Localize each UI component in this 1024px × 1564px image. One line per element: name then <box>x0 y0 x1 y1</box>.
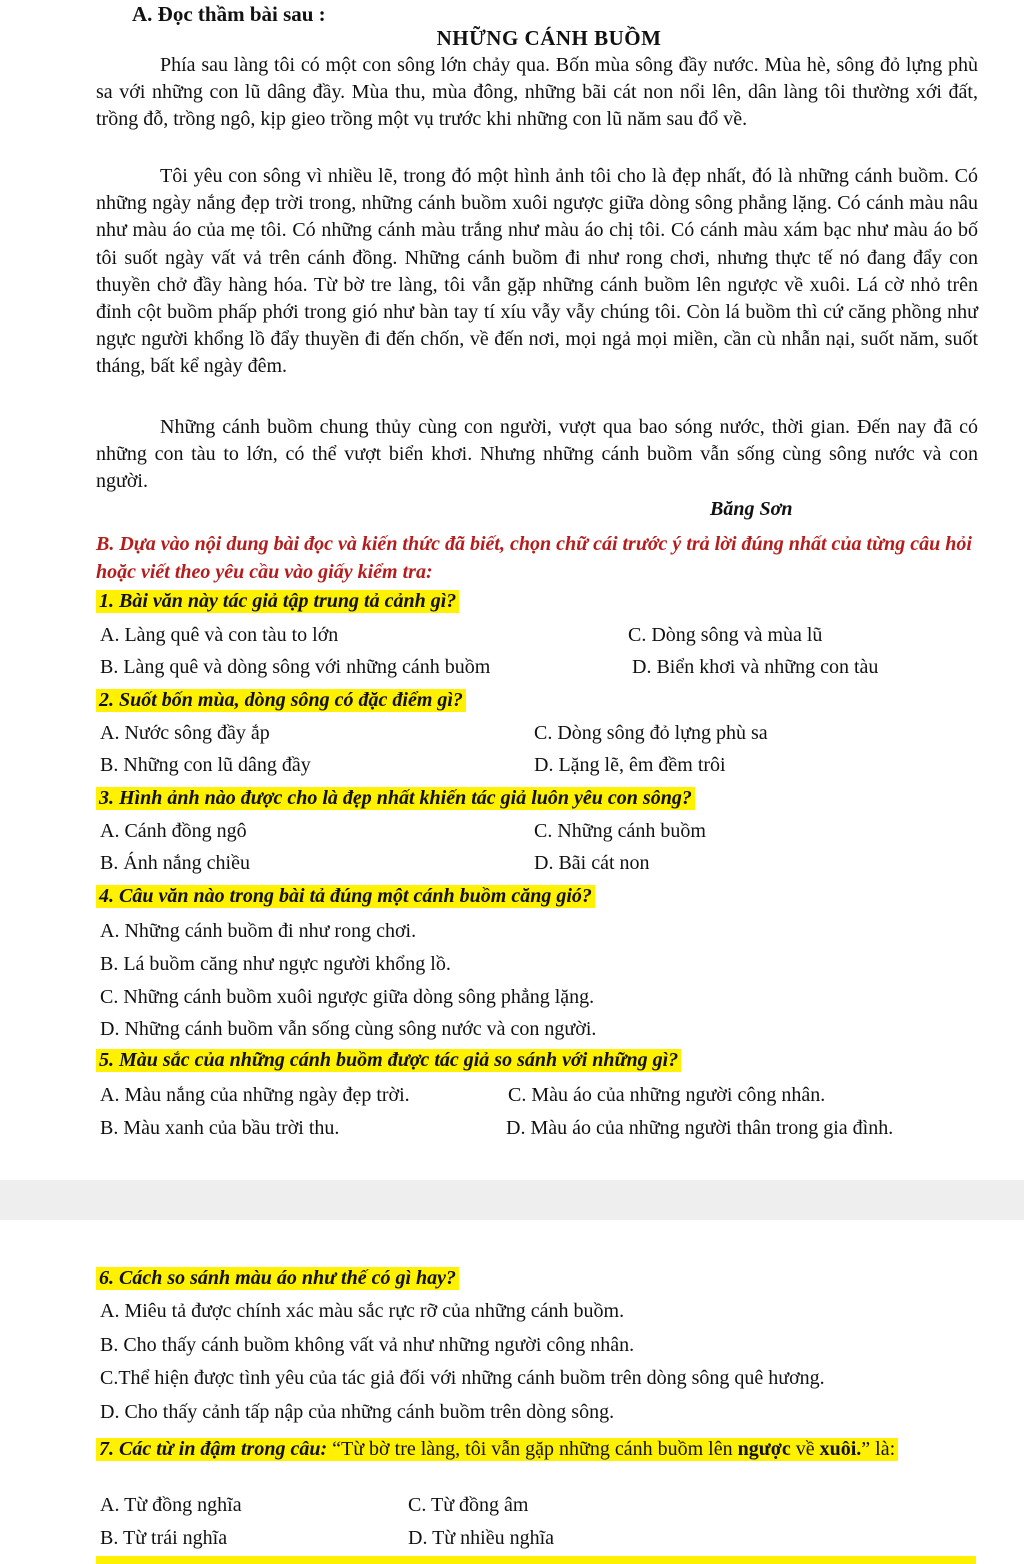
question-7-close-quote: ” là: <box>861 1438 896 1460</box>
question-4 <box>96 885 595 908</box>
question-2 <box>96 689 466 712</box>
question-7 <box>96 1434 981 1464</box>
story-author: Băng Sơn <box>710 498 793 520</box>
next-question-highlight <box>96 1556 976 1564</box>
q7-option-d: D. Từ nhiều nghĩa <box>408 1527 555 1549</box>
q2-option-b: B. Những con lũ dâng đầy <box>100 754 311 776</box>
section-b-instructions: B. Dựa vào nội dung bài đọc và kiến thức đã biết, chọn chữ cái trước ý trả lời đúng nhất của từng câu hỏi hoặc viết theo yêu cầu vào giấy kiểm tra: <box>96 533 972 583</box>
q3-option-d: D. Bãi cát non <box>534 852 650 874</box>
q6-option-a: A. Miêu tả được chính xác màu sắc rực rỡ của những cánh buồm. <box>100 1300 625 1322</box>
q2-option-d: D. Lặng lẽ, êm đềm trôi <box>534 754 726 776</box>
question-7-quote: “Từ bờ tre làng, tôi vẫn gặp những cánh buồm lên <box>332 1438 738 1460</box>
q3-option-a: A. Cánh đồng ngô <box>100 820 247 842</box>
q3-option-b: B. Ánh nắng chiều <box>100 852 250 874</box>
page-gap <box>0 1180 1024 1220</box>
q5-option-b: B. Màu xanh của bầu trời thu. <box>100 1117 340 1139</box>
question-1 <box>96 590 459 613</box>
q6-option-d: D. Cho thấy cảnh tấp nập của những cánh buồm trên dòng sông. <box>100 1401 615 1423</box>
section-a-heading: A. Đọc thầm bài sau : <box>132 2 326 26</box>
question-7-bold-word-2: xuôi. <box>819 1438 862 1460</box>
question-4-text: 4. Câu văn nào trong bài tả đúng một cánh buồm căng gió? <box>96 885 595 908</box>
question-6-text: 6. Cách so sánh màu áo như thế có gì hay? <box>96 1267 459 1290</box>
question-7-bold-word-1: ngược <box>737 1438 791 1460</box>
q6-option-b: B. Cho thấy cánh buồm không vất vả như những người công nhân. <box>100 1334 635 1356</box>
q4-option-d: D. Những cánh buồm vẫn sống cùng sông nước và con người. <box>100 1018 597 1040</box>
story-paragraph-1: Phía sau làng tôi có một con sông lớn chảy qua. Bốn mùa sông đầy nước. Mùa hè, sông đỏ lựng phù sa với những con lũ dâng đầy. Mùa thu, mùa đông, những bãi cát non nổi lên, dân làng tôi thường xới đất, trồng đỗ, trồng ngô, kịp gieo trồng một vụ trước khi những con lũ năm sau đổ về. <box>96 54 978 131</box>
question-5 <box>96 1049 681 1072</box>
q5-option-c: C. Màu áo của những người công nhân. <box>508 1084 826 1106</box>
q1-option-c: C. Dòng sông và mùa lũ <box>628 624 823 646</box>
q4-option-a: A. Những cánh buồm đi như rong chơi. <box>100 920 417 942</box>
q7-option-c: C. Từ đồng âm <box>408 1494 529 1516</box>
question-2-text: 2. Suốt bốn mùa, dòng sông có đặc điểm gì? <box>96 689 466 712</box>
question-7-prefix: 7. Các từ in đậm trong câu: <box>99 1438 333 1460</box>
story-paragraph-2: Tôi yêu con sông vì nhiều lẽ, trong đó một hình ảnh tôi cho là đẹp nhất, đó là những cánh buồm. Có những ngày nắng đẹp trời trong, những cánh buồm xuôi ngược giữa dòng sông phẳng lặng. Có cánh màu nâu như màu áo của mẹ tôi. Có những cánh màu trắng như màu áo chị tôi. Có cánh màu xám bạc như màu áo bố tôi suốt ngày vất vả trên cánh đồng. Những cánh buồm đi như rong chơi, nhưng thực tế nó đang đẩy con thuyền chở đầy hàng hóa. Từ bờ tre làng, tôi vẫn gặp những cánh buồm lên ngược về xuôi. Lá cờ nhỏ trên đỉnh cột buồm phấp phới trong gió như bàn tay tí xíu vẫy vẫy chúng tôi. Còn lá buồm thì cứ căng phồng như ngực người khổng lồ đẩy thuyền đi đến chốn, về đến nơi, mọi ngả mọi miền, cần cù nhẫn nại, suốt năm, suốt tháng, bất kể ngày đêm. <box>96 165 978 378</box>
q1-option-a: A. Làng quê và con tàu to lớn <box>100 624 339 646</box>
q7-option-a: A. Từ đồng nghĩa <box>100 1494 242 1516</box>
q2-option-c: C. Dòng sông đỏ lựng phù sa <box>534 722 768 744</box>
question-3-text: 3. Hình ảnh nào được cho là đẹp nhất khiến tác giả luôn yêu con sông? <box>96 787 695 810</box>
q5-option-d: D. Màu áo của những người thân trong gia đình. <box>506 1117 894 1139</box>
q5-option-a: A. Màu nắng của những ngày đẹp trời. <box>100 1084 410 1106</box>
story-title: NHỮNG CÁNH BUỒM <box>436 26 662 50</box>
question-5-text: 5. Màu sắc của những cánh buồm được tác giả so sánh với những gì? <box>96 1049 681 1072</box>
question-1-text: 1. Bài văn này tác giả tập trung tả cảnh gì? <box>96 590 459 613</box>
q6-option-c: C.Thể hiện được tình yêu của tác giả đối với những cánh buồm trên dòng sông quê hương. <box>100 1367 825 1389</box>
question-6 <box>96 1267 459 1290</box>
q1-option-b: B. Làng quê và dòng sông với những cánh buồm <box>100 656 491 678</box>
question-7-mid: về <box>790 1438 820 1460</box>
story-paragraph-3: Những cánh buồm chung thủy cùng con người, vượt qua bao sóng nước, thời gian. Đến nay đã có những con tàu to lớn, có thể vượt biển khơi. Nhưng những cánh buồm vẫn sống cùng sông nước và con người. <box>96 416 978 493</box>
q4-option-c: C. Những cánh buồm xuôi ngược giữa dòng sông phẳng lặng. <box>100 986 595 1008</box>
q1-option-d: D. Biển khơi và những con tàu <box>632 656 879 678</box>
q2-option-a: A. Nước sông đầy ắp <box>100 722 270 744</box>
q3-option-c: C. Những cánh buồm <box>534 820 706 842</box>
question-3 <box>96 787 695 810</box>
q4-option-b: B. Lá buồm căng như ngực người khổng lồ. <box>100 953 451 975</box>
question-7-text <box>96 1438 898 1461</box>
q7-option-b: B. Từ trái nghĩa <box>100 1527 228 1549</box>
